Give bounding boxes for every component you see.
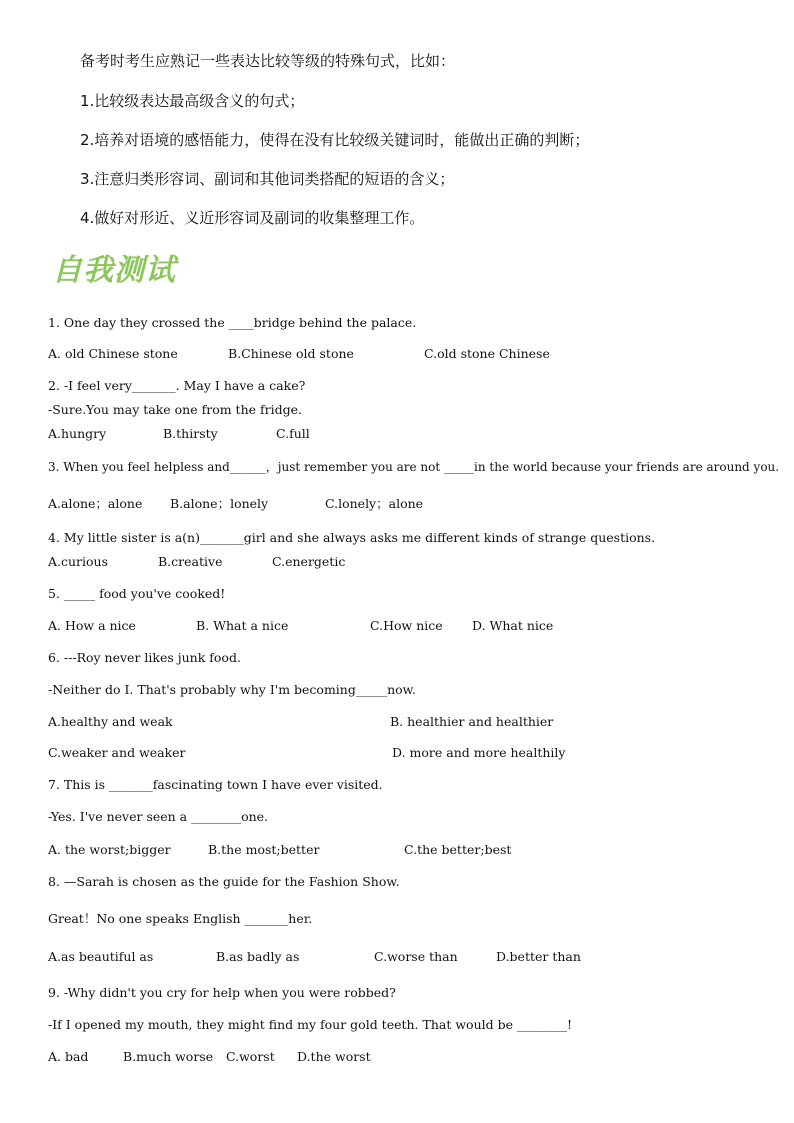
q5-stem: 5. _____ food you've cooked! — [48, 586, 226, 601]
q3-option-c: C.lonely；alone — [325, 496, 424, 511]
q5-option-a: A. How a nice — [48, 618, 136, 633]
q7-option-a: A. the worst;bigger — [48, 842, 171, 857]
q2-option-c: C.full — [276, 426, 310, 441]
intro-line-2: 1.比较级表达最高级含义的句式； — [80, 92, 305, 110]
q2-option-a: A.hungry — [48, 426, 107, 441]
q9-stem-2: -If I opened my mouth, they might find my four gold teeth. That would be ________! — [48, 1017, 572, 1032]
q9-option-b: B.much worse — [123, 1049, 214, 1064]
q8-option-a: A.as beautiful as — [48, 949, 154, 964]
q6-stem: 6. ---Roy never likes junk food. — [48, 650, 241, 665]
intro-line-4: 3.注意归类形容词、副词和其他词类搭配的短语的含义； — [80, 170, 455, 188]
q7-option-b: B.the most;better — [208, 842, 320, 857]
q4-option-a: A.curious — [48, 554, 109, 569]
q2-stem: 2. -I feel very_______. May I have a cake? — [48, 378, 306, 393]
q6-option-c: C.weaker and weaker — [48, 745, 186, 760]
q4-option-c: C.energetic — [272, 554, 346, 569]
q9-option-a: A. bad — [48, 1049, 89, 1064]
q6-option-d: D. more and more healthily — [392, 745, 566, 760]
intro-line-5: 4.做好对形近、义近形容词及副词的收集整理工作。 — [80, 209, 425, 227]
q8-stem: 8. —Sarah is chosen as the guide for the Fashion Show. — [48, 874, 400, 889]
q1-option-c: C.old stone Chinese — [424, 346, 550, 361]
section-heading: 自我测试 — [52, 253, 176, 288]
q5-option-c: C.How nice — [370, 618, 443, 633]
q8-stem-2: Great！No one speaks English _______her. — [48, 911, 313, 926]
intro-line-1: 备考时考生应熟记一些表达比较等级的特殊句式，比如： — [80, 52, 456, 70]
q6-option-b: B. healthier and healthier — [390, 714, 554, 729]
q8-option-d: D.better than — [496, 949, 581, 964]
q1-option-b: B.Chinese old stone — [228, 346, 354, 361]
q1-option-a: A. old Chinese stone — [48, 346, 178, 361]
q3-option-a: A.alone；alone — [48, 496, 143, 511]
q5-option-d: D. What nice — [472, 618, 554, 633]
q3-option-b: B.alone；lonely — [170, 496, 269, 511]
q2-option-b: B.thirsty — [163, 426, 218, 441]
intro-line-3: 2.培养对语境的感悟能力，使得在没有比较级关键词时，能做出正确的判断； — [80, 131, 590, 149]
q4-stem: 4. My little sister is a(n)_______girl and she always asks me different kinds of strange questions. — [48, 530, 656, 545]
q9-option-d: D.the worst — [297, 1049, 371, 1064]
q9-option-c: C.worst — [226, 1049, 275, 1064]
q1-stem: 1. One day they crossed the ____bridge behind the palace. — [48, 315, 417, 330]
q7-option-c: C.the better;best — [404, 842, 512, 857]
q8-option-b: B.as badly as — [216, 949, 300, 964]
q2-stem-2: -Sure.You may take one from the fridge. — [48, 402, 302, 417]
q3-stem: 3. When you feel helpless and______，just remember you are not _____in the world because your friends are around you. — [48, 460, 780, 474]
q6-stem-2: -Neither do I. That's probably why I'm becoming_____now. — [48, 682, 416, 697]
q7-stem-2: -Yes. I've never seen a ________one. — [48, 809, 269, 824]
q9-stem: 9. -Why didn't you cry for help when you were robbed? — [48, 985, 396, 1000]
q4-option-b: B.creative — [158, 554, 223, 569]
q6-option-a: A.healthy and weak — [48, 714, 173, 729]
q8-option-c: C.worse than — [374, 949, 458, 964]
q5-option-b: B. What a nice — [196, 618, 289, 633]
q7-stem: 7. This is _______fascinating town I have ever visited. — [48, 777, 383, 792]
